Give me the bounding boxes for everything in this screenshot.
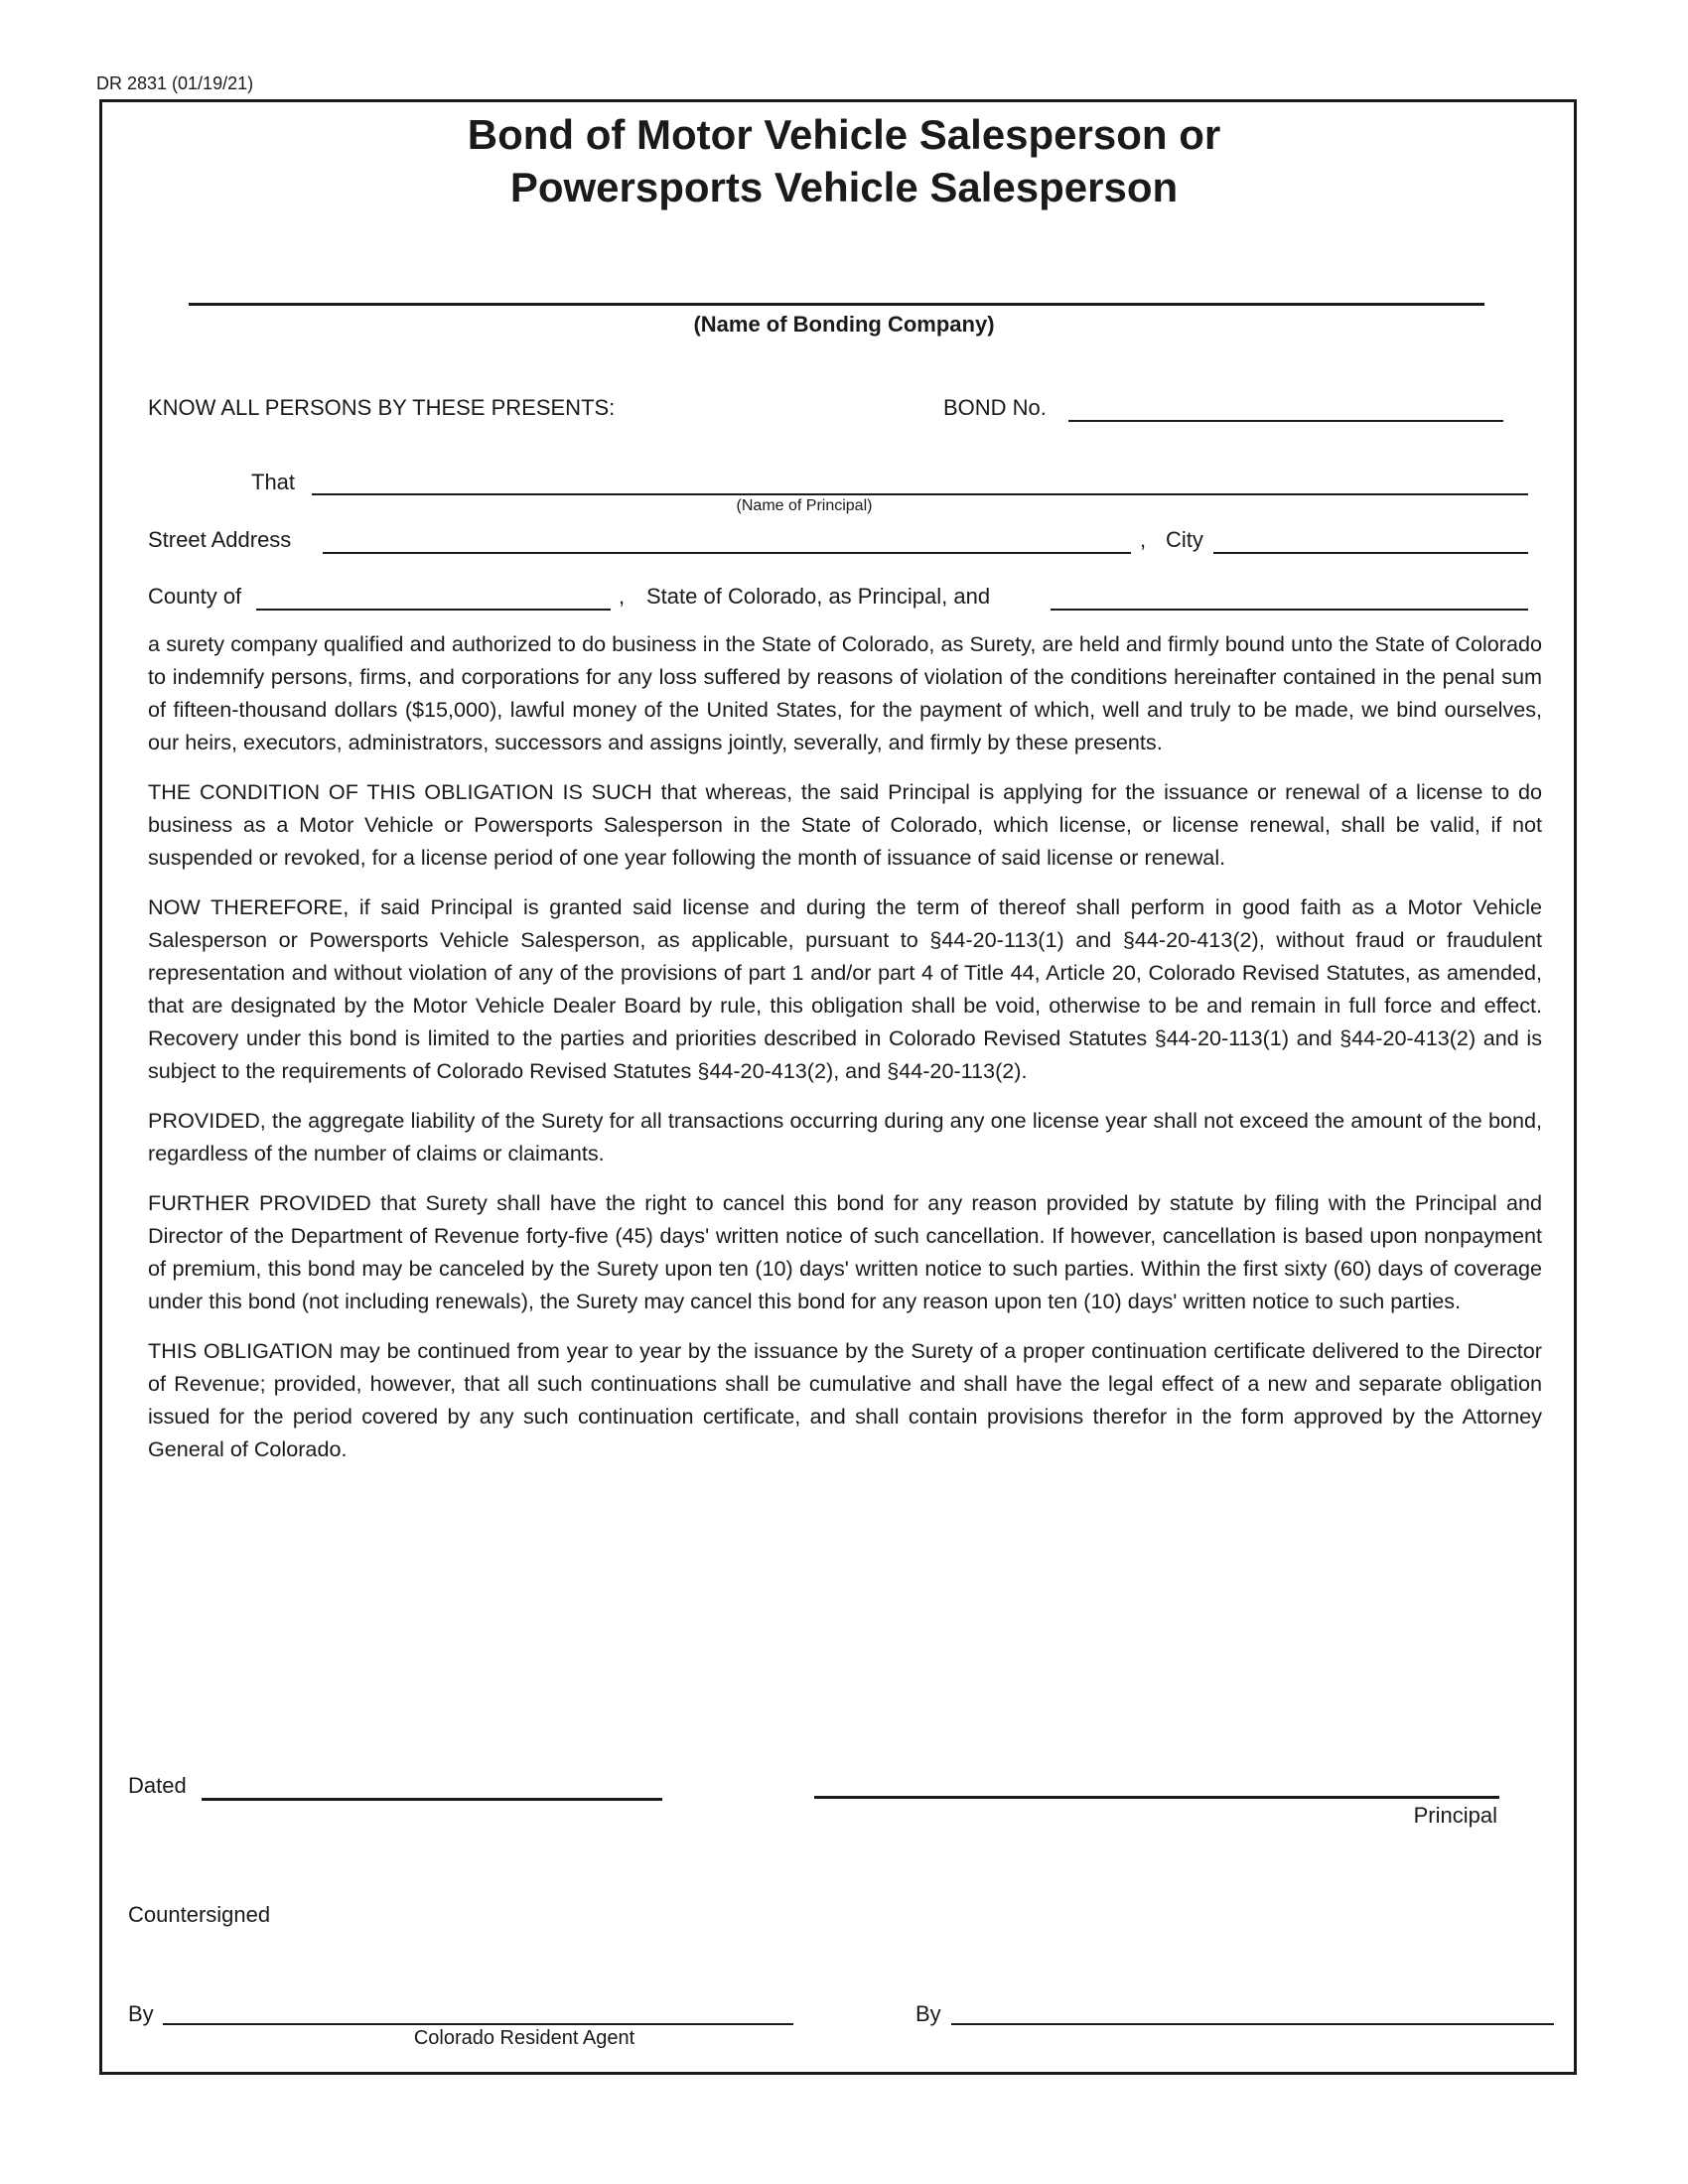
dated-label: Dated [128,1773,187,1798]
bond-no-label: BOND No. [943,395,1047,420]
countersigned-label: Countersigned [128,1902,271,1927]
form-number: DR 2831 (01/19/21) [96,73,254,93]
bond-body [148,627,1542,1482]
county-field[interactable] [256,609,611,611]
bond-no-field[interactable] [1068,420,1503,422]
paragraph-surety: a surety company qualified and authorized to do business in the State of Colorado, as Surety, are held and firmly bound unto the State of Colorado to indemnify persons, firms, and corporations for any loss suffered by reasons of violation of the conditions hereinafter contained in the penal sum of fifteen-thousand dollars ($15,000), lawful money of the United States, for the payment of which, well and truly to be made, we bind ourselves, our heirs, executors, administrators, successors and assigns jointly, severally, and firmly by these presents. [148,631,1542,754]
paragraph-now-therefore: NOW THEREFORE, if said Principal is granted said license and during the term of thereof shall perform in good faith as a Motor Vehicle Salesperson or Powersports Vehicle Salesperson, as applicable, pursuant to §44-20-113(1) and §44-20-413(2), without fraud or fraudulent representation and without violation of any of the provisions of part 1 and/or part 4 of Title 44, Article 20, Colorado Revised Statutes, as amended, that are designated by the Motor Vehicle Dealer Board by rule, this obligation shall be void, otherwise to be and remain in full force and effect. Recovery under this bond is limited to the parties and priorities described in Colorado Revised Statutes §44-20-113(1) and §44-20-413(2) and is subject to the requirements of Colorado Revised Statutes §44-20-413(2), and §44-20-113(2). [148,894,1542,1083]
paragraph-provided: PROVIDED, the aggregate liability of the Surety for all transactions occurring during any one license year shall not exceed the amount of the bond, regardless of the number of claims or claimants. [148,1108,1542,1165]
street-address-field[interactable] [323,552,1131,554]
principal-label: Principal [1413,1803,1497,1828]
principal-name-label: (Name of Principal) [736,497,873,514]
comma: , [619,584,626,609]
paragraph-condition: THE CONDITION OF THIS OBLIGATION IS SUCH that whereas, the said Principal is applying for the issuance or renewal of a license to do business as a Motor Vehicle or Powersports Salesperson in the State of Colorado, which license, or license renewal, shall be valid, if not suspended or revoked, for a license period of one year following the month of issuance of said license or renewal. [148,779,1542,870]
city-field[interactable] [1213,552,1528,554]
state-text: State of Colorado, as Principal, and [646,584,991,609]
that-label: That [251,470,296,494]
principal-name-field[interactable] [312,493,1528,495]
paragraph-obligation: THIS OBLIGATION may be continued from year to year by the issuance by the Surety of a proper continuation certificate delivered to the Director of Revenue; provided, however, that all such continuations shall be cumulative and shall have the legal effect of a new and separate obligation issued for the period covered by any such continuation certificate, and shall contain provisions therefor in the form approved by the Attorney General of Colorado. [148,1338,1542,1461]
surety-signature-field[interactable] [951,2023,1554,2025]
street-address-label: Street Address [148,527,292,552]
form-title-line-1: Bond of Motor Vehicle Salesperson or [467,111,1221,158]
bonding-company-field[interactable] [189,303,1484,306]
bonding-company-label: (Name of Bonding Company) [693,312,995,337]
paragraph-further-provided: FURTHER PROVIDED that Surety shall have the right to cancel this bond for any reason provided by statute by filing with the Principal and Director of the Department of Revenue forty-five (45) days' written notice of such cancellation. If however, cancellation is based upon nonpayment of premium, this bond may be canceled by the Surety upon ten (10) days' written notice to such parties. Within the first sixty (60) days of coverage under this bond (not including renewals), the Surety may cancel this bond for any reason upon ten (10) days' written notice to such parties. [148,1190,1542,1313]
form-title-line-2: Powersports Vehicle Salesperson [509,164,1179,210]
agent-label: Colorado Resident Agent [413,2027,635,2049]
dated-field[interactable] [202,1798,662,1801]
principal-signature-field[interactable] [814,1796,1499,1799]
by-label-2: By [915,2001,941,2026]
surety-name-field[interactable] [1051,609,1528,611]
know-all-heading: KNOW ALL PERSONS BY THESE PRESENTS: [148,395,616,420]
by-label: By [128,2001,154,2026]
agent-signature-field[interactable] [163,2023,793,2025]
comma: , [1140,527,1147,552]
city-label: City [1166,527,1203,552]
county-label: County of [148,584,242,609]
